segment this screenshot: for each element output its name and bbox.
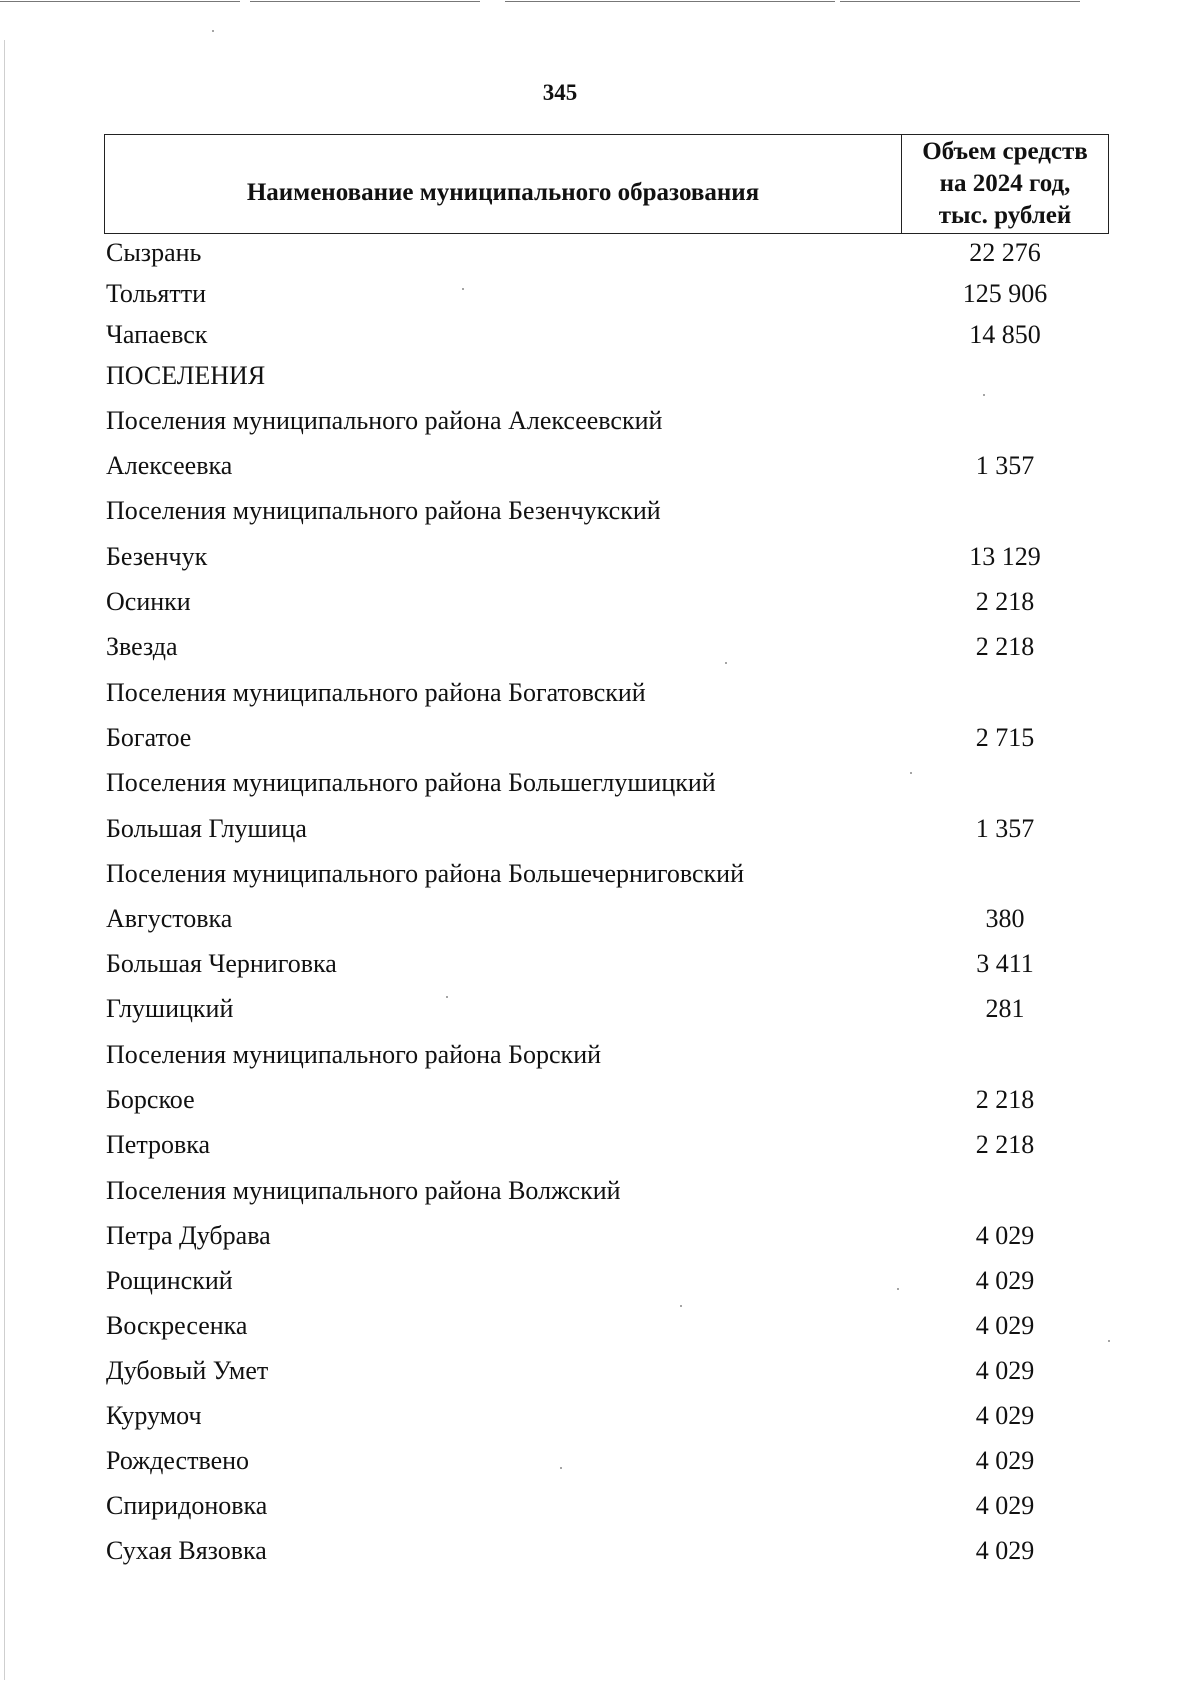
table-row	[104, 542, 1109, 582]
table-row	[104, 238, 1109, 278]
row-amount: 4 029	[975, 1311, 1035, 1340]
table-row	[104, 723, 1109, 763]
row-name: ПОСЕЛЕНИЯ	[106, 361, 266, 390]
row-name: Воскресенка	[106, 1311, 248, 1340]
row-name: Дубовый Умет	[106, 1356, 269, 1385]
table-section-row	[104, 1176, 1109, 1216]
scan-speck	[680, 1305, 682, 1307]
row-amount: 4 029	[975, 1266, 1035, 1295]
table-row	[104, 1491, 1109, 1531]
row-name: Алексеевка	[106, 451, 233, 480]
row-amount: 2 218	[975, 587, 1035, 616]
table-row	[104, 320, 1109, 360]
scan-speck	[1108, 1340, 1110, 1342]
row-amount: 2 218	[975, 1085, 1035, 1114]
header-amount-line: тыс. рублей	[938, 202, 1072, 229]
header-name-column: Наименование муниципального образования	[246, 179, 760, 206]
scan-speck	[983, 394, 985, 396]
row-amount: 4 029	[975, 1446, 1035, 1475]
scan-speck	[910, 772, 912, 774]
row-amount: 4 029	[975, 1536, 1035, 1565]
row-name: Рощинский	[106, 1266, 233, 1295]
table-row	[104, 1536, 1109, 1576]
table-section-row	[104, 361, 1109, 401]
row-amount: 2 218	[975, 1130, 1035, 1159]
row-amount: 2 218	[975, 632, 1035, 661]
table-row	[104, 1085, 1109, 1125]
row-name: Тольятти	[106, 279, 207, 308]
scan-edge-left	[4, 40, 5, 1680]
table-row	[104, 1446, 1109, 1486]
header-amount-line: Объем средств	[922, 138, 1088, 165]
row-amount: 4 029	[975, 1491, 1035, 1520]
row-name: Поселения муниципального района Богатовский	[106, 678, 646, 707]
row-name: Чапаевск	[106, 320, 208, 349]
table-row	[104, 1130, 1109, 1170]
row-name: Курумоч	[106, 1401, 202, 1430]
row-amount: 14 850	[969, 320, 1041, 349]
table-row	[104, 1401, 1109, 1441]
row-amount: 3 411	[976, 949, 1034, 978]
row-name: Рождествено	[106, 1446, 250, 1475]
row-name: Сухая Вязовка	[106, 1536, 267, 1565]
row-name: Большая Черниговка	[106, 949, 337, 978]
row-name: Поселения муниципального района Борский	[106, 1040, 602, 1069]
row-name: Поселения муниципального района Алексеевский	[106, 406, 663, 435]
scan-line	[840, 1, 1080, 2]
table-section-row	[104, 859, 1109, 899]
row-amount: 281	[985, 994, 1025, 1023]
scan-speck	[462, 288, 464, 290]
scan-line	[505, 1, 835, 2]
row-name: Петра Дубрава	[106, 1221, 271, 1250]
table-row	[104, 587, 1109, 627]
row-name: Поселения муниципального района Волжский	[106, 1176, 621, 1205]
row-amount: 13 129	[969, 542, 1041, 571]
scan-line	[0, 1, 240, 2]
scan-speck	[725, 662, 727, 664]
row-name: Поселения муниципального района Безенчукский	[106, 496, 661, 525]
scan-edge-top	[0, 0, 1200, 8]
table-row	[104, 994, 1109, 1034]
scan-speck	[897, 1288, 899, 1290]
table-row	[104, 1266, 1109, 1306]
table-row	[104, 451, 1109, 491]
row-name: Глушицкий	[106, 994, 234, 1023]
table-row	[104, 814, 1109, 854]
table-header	[104, 134, 1109, 234]
row-name: Спиридоновка	[106, 1491, 268, 1520]
row-name: Осинки	[106, 587, 191, 616]
row-name: Сызрань	[106, 238, 202, 267]
table-section-row	[104, 678, 1109, 718]
scan-speck	[212, 30, 214, 32]
row-name: Поселения муниципального района Большеглушицкий	[106, 768, 716, 797]
table-section-row	[104, 406, 1109, 446]
table-row	[104, 949, 1109, 989]
row-amount: 380	[985, 904, 1025, 933]
header-amount-column	[901, 135, 1108, 233]
row-name: Большая Глушица	[106, 814, 307, 843]
row-name: Богатое	[106, 723, 192, 752]
table-row	[104, 904, 1109, 944]
row-name: Петровка	[106, 1130, 211, 1159]
table-row	[104, 279, 1109, 319]
row-name: Поселения муниципального района Большечерниговский	[106, 859, 745, 888]
table-row	[104, 632, 1109, 672]
row-amount: 22 276	[969, 238, 1041, 267]
row-name: Борское	[106, 1085, 195, 1114]
scan-line	[250, 1, 480, 2]
header-amount-line: на 2024 год,	[939, 170, 1071, 197]
row-name: Звезда	[106, 632, 178, 661]
row-amount: 1 357	[975, 451, 1035, 480]
scan-speck	[446, 996, 448, 998]
table-section-row	[104, 1040, 1109, 1080]
table-row	[104, 1311, 1109, 1351]
scan-speck	[560, 1467, 562, 1469]
row-amount: 1 357	[975, 814, 1035, 843]
row-amount: 4 029	[975, 1221, 1035, 1250]
page-number: 345	[542, 80, 578, 105]
table-section-row	[104, 768, 1109, 808]
table-row	[104, 1356, 1109, 1396]
row-name: Августовка	[106, 904, 233, 933]
row-amount: 4 029	[975, 1356, 1035, 1385]
row-amount: 4 029	[975, 1401, 1035, 1430]
table-row	[104, 1221, 1109, 1261]
row-name: Безенчук	[106, 542, 208, 571]
row-amount: 125 906	[962, 279, 1048, 308]
row-amount: 2 715	[975, 723, 1035, 752]
table-section-row	[104, 496, 1109, 536]
